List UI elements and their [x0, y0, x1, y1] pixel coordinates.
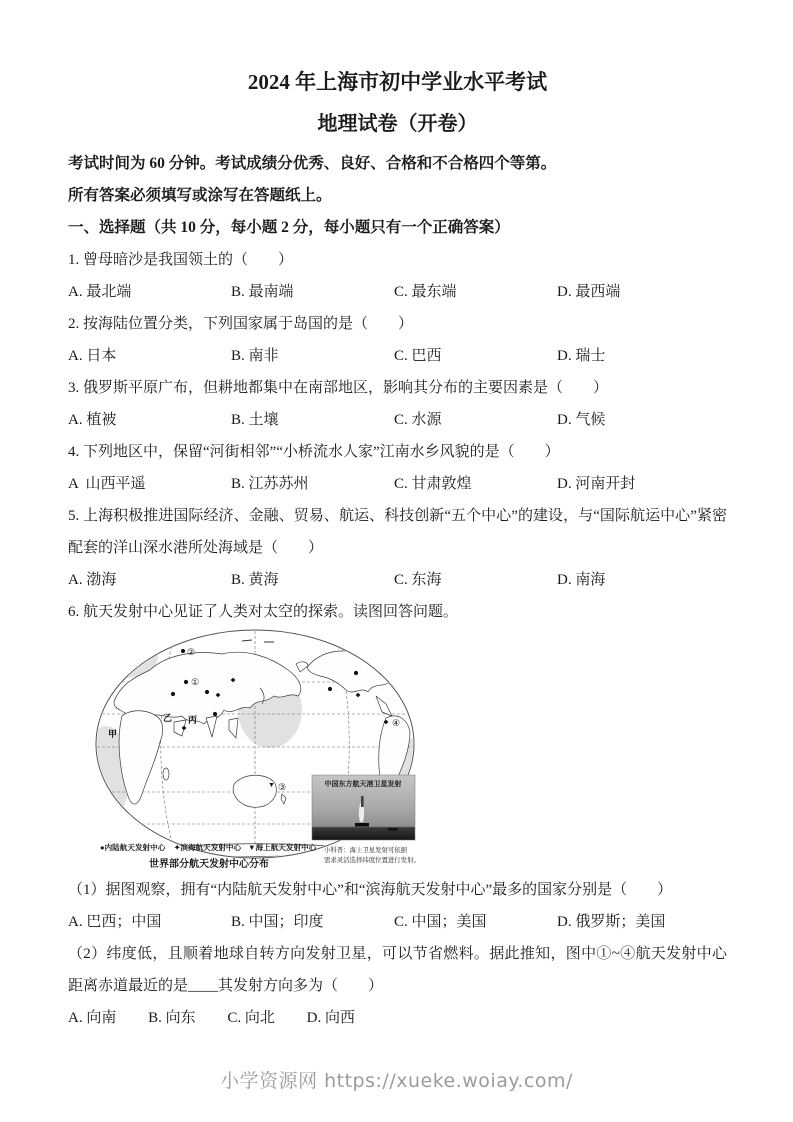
question-5-stem: 5. 上海积极推进国际经济、金融、贸易、航运、科技创新“五个中心”的建设，与“国际航运中心”紧密配套的洋山深水港所处海域是（ ） — [68, 508, 727, 556]
map-label-circled-1: ① — [191, 677, 200, 687]
inland-launch-center-dot — [205, 690, 209, 694]
inland-launch-center-dot — [171, 692, 175, 696]
inset-note-line-2: 需求灵活选择纬度位置进行发射。 — [324, 857, 420, 864]
map-label-circled-4: ④ — [392, 718, 401, 728]
madagascar-shape — [163, 768, 169, 780]
option-a: A. 最北端 — [68, 284, 132, 300]
option-b: B. 最南端 — [231, 284, 294, 300]
map-label-yi: 乙 — [163, 713, 173, 723]
rocket-body — [361, 796, 364, 807]
exam-notice-1: 考试时间为 60 分钟。考试成绩分优秀、良好、合格和不合格四个等第。 — [68, 155, 557, 172]
sub-question-1-stem: （1）据图观察，拥有“内陆航天发射中心”和“滨海航天发射中心”最多的国家分别是（ ） — [68, 882, 673, 898]
option-a: A 山西平遥 — [68, 476, 146, 492]
question-2-stem: 2. 按海陆位置分类，下列国家属于岛国的是（ ） — [68, 316, 414, 332]
option-a: A. 巴西；中国 — [68, 914, 162, 930]
legend-item-sea: ▼海上航天发射中心 — [248, 843, 317, 852]
option-a: A. 渤海 — [68, 572, 117, 588]
question-1-stem: 1. 曾母暗沙是我国领土的（ ） — [68, 252, 294, 268]
launch-centers-map-figure — [92, 624, 464, 874]
greenland-shape — [350, 633, 374, 645]
option-b: B. 向东 — [148, 1010, 196, 1026]
map-caption: 世界部分航天发射中心分布 — [149, 859, 269, 870]
watermark-footer: 小学资源网 https://xueke.woiay.com/ — [220, 1070, 573, 1092]
inland-launch-center-dot — [181, 649, 185, 653]
inland-launch-center-dot — [354, 671, 358, 675]
exam-notice-2: 所有答案必须填写或涂写在答题纸上。 — [68, 187, 332, 204]
option-c: C. 中国；美国 — [394, 914, 487, 930]
option-b: B. 黄海 — [231, 572, 279, 588]
sub-question-2-stem: （2）纬度低，且顺着地球自转方向发射卫星，可以节省燃料。据此推知，图中①~④航天发射中心距离赤道最近的是____其发射方向多为（ ） — [68, 946, 727, 994]
launch-platform — [355, 823, 369, 827]
option-c: C. 东海 — [394, 572, 442, 588]
option-d: D. 俄罗斯；美国 — [557, 914, 666, 930]
inset-note-line-1: 小科普：海上卫星发射可依据 — [324, 847, 408, 854]
option-d: D. 南海 — [557, 572, 606, 588]
inland-launch-center-dot — [328, 687, 332, 691]
map-label-jia: 甲 — [108, 729, 118, 739]
option-c: C. 向北 — [227, 1010, 275, 1026]
page-title: 2024 年上海市初中学业水平考试 — [247, 70, 548, 94]
sub-question-1-options — [68, 906, 727, 938]
option-d: D. 气候 — [557, 412, 606, 428]
map-label-bing: 丙 — [188, 715, 198, 725]
sea-launch-marker-icon: ▼ — [268, 781, 275, 789]
page-subtitle: 地理试卷（开卷） — [317, 113, 478, 135]
question-2-options — [68, 340, 727, 372]
map-label-circled-2: ② — [187, 647, 196, 657]
option-b: B. 中国；印度 — [231, 914, 324, 930]
option-b: B. 江苏苏州 — [231, 476, 309, 492]
option-b: B. 土壤 — [231, 412, 279, 428]
inset-photo-title: 中国东方航天港卫星发射 — [324, 780, 402, 788]
inland-launch-center-dot — [184, 680, 188, 684]
exam-content — [68, 64, 727, 1034]
question-6-stem: 6. 航天发射中心见证了人类对太空的探索。读图回答问题。 — [68, 604, 459, 620]
option-a: A. 植被 — [68, 412, 117, 428]
map-label-circled-3: ③ — [278, 782, 287, 792]
inset-photo — [312, 775, 415, 840]
option-c: C. 最东端 — [394, 284, 457, 300]
support-ship — [388, 828, 398, 831]
question-4-options — [68, 468, 727, 500]
question-4-stem: 4. 下列地区中，保留“河街相邻”“小桥流水人家”江南水乡风貌的是（ ） — [68, 444, 560, 460]
sub-question-2-options — [68, 1002, 727, 1034]
option-a: A. 向南 — [68, 1010, 117, 1026]
option-d: D. 瑞士 — [557, 348, 606, 364]
option-d: D. 向西 — [306, 1010, 355, 1026]
section-heading: 一、选择题（共 10 分，每小题 2 分，每小题只有一个正确答案） — [68, 219, 510, 236]
world-launch-centers-map — [92, 624, 464, 874]
option-c: C. 巴西 — [394, 348, 442, 364]
option-c: C. 水源 — [394, 412, 442, 428]
option-d: D. 河南开封 — [557, 476, 636, 492]
option-d: D. 最西端 — [557, 284, 621, 300]
option-c: C. 甘肃敦煌 — [394, 476, 472, 492]
question-3-options — [68, 404, 727, 436]
question-1-options — [68, 276, 727, 308]
legend-item-inland: ●内陆航天发射中心 — [100, 843, 166, 852]
inland-launch-center-dot — [213, 712, 217, 716]
legend-item-coastal: ✦滨海航天发射中心 — [174, 843, 242, 852]
option-a: A. 日本 — [68, 348, 117, 364]
question-3-stem: 3. 俄罗斯平原广布，但耕地都集中在南部地区，影响其分布的主要因素是（ ） — [68, 380, 609, 396]
option-b: B. 南非 — [231, 348, 279, 364]
question-5-options — [68, 564, 727, 596]
